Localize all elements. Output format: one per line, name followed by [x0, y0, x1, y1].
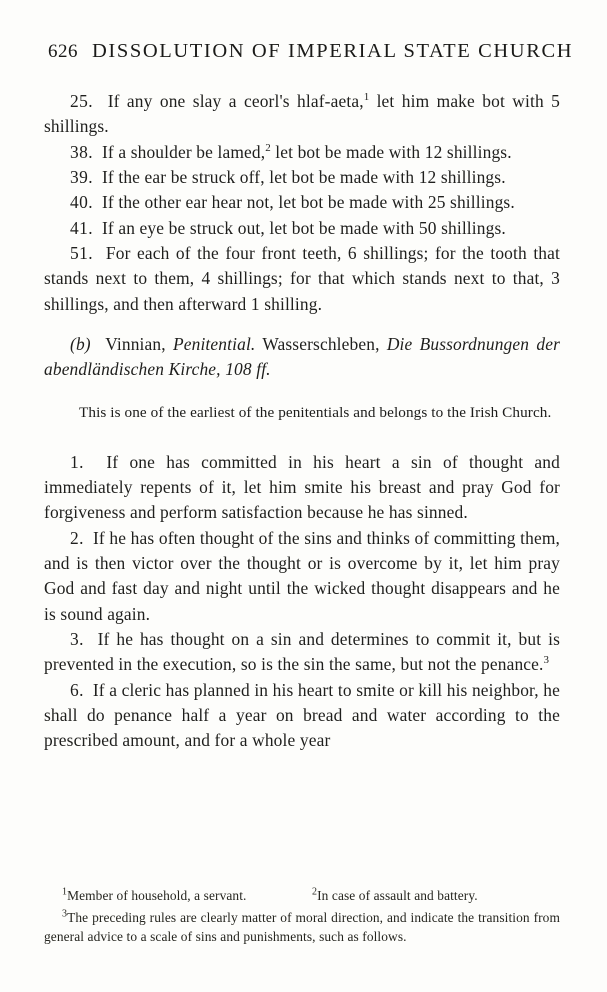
source-work: Penitential. — [172, 333, 256, 354]
law-text: If an eye be struck out, let bot be made with 50 shillings. — [101, 217, 506, 238]
canon-item — [44, 678, 560, 754]
footnote-marker: 2 — [265, 141, 271, 154]
law-text-rest: let bot be made with 12 shillings. — [270, 141, 512, 162]
law-item — [44, 165, 560, 190]
law-number: 51. — [70, 242, 93, 263]
canon-number: 2. — [70, 527, 84, 548]
law-item — [44, 190, 560, 215]
canon-list — [44, 450, 560, 754]
canon-number: 1. — [70, 451, 84, 472]
law-item — [44, 241, 560, 317]
canon-number: 3. — [70, 628, 84, 649]
law-item — [44, 89, 560, 140]
footnote-3 — [44, 908, 560, 946]
law-number: 40. — [70, 192, 93, 213]
law-number: 39. — [70, 166, 93, 187]
footnote-3-marker: 3 — [62, 908, 68, 920]
footnote-1-text: Member of household, a servant. — [67, 887, 247, 903]
page-number: 626 — [48, 41, 78, 62]
source-reference: 108 ff. — [225, 359, 271, 380]
source-editor: Wasserschleben, — [262, 333, 380, 354]
source-author: Vinnian, — [105, 333, 166, 354]
canon-text: If he has often thought of the sins and thinks of committing them, and is then victor over the thought or is overcome by it, let him pray God and fast day and night until the wicked thought disappears and he is sound again. — [44, 527, 561, 624]
law-text: If any one slay a ceorl's hlaf-aeta, — [107, 91, 364, 111]
law-text-rest: let him make bot with 5 shillings. — [44, 91, 561, 137]
footnote-1-marker: 1 — [62, 886, 68, 898]
law-number: 38. — [70, 141, 93, 162]
source-heading — [44, 332, 560, 383]
law-number: 41. — [70, 217, 93, 238]
law-text: For each of the four front teeth, 6 shillings; for the tooth that stands next to them, 4 shillings; for that which stands next to that, 3 shillings, and then afterward 1 shilling. — [44, 242, 560, 314]
law-item — [44, 216, 560, 241]
law-item — [44, 140, 560, 165]
footnote-marker: 1 — [363, 91, 370, 104]
editorial-note — [44, 402, 560, 423]
footnote-row — [44, 887, 560, 905]
law-text: If the ear be struck off, let bot be made with 12 shillings. — [101, 166, 506, 187]
page-header — [44, 40, 574, 63]
footnote-2 — [302, 887, 560, 905]
editorial-note-text: This is one of the earliest of the penitentials and belongs to the Irish Church. — [79, 404, 552, 422]
footnote-2-text: In case of assault and battery. — [317, 887, 478, 903]
footnote-1 — [44, 887, 302, 905]
law-list — [44, 89, 560, 317]
law-text: If the other ear hear not, let bot be made with 25 shillings. — [101, 192, 515, 213]
law-text: If a shoulder be lamed, — [101, 141, 266, 162]
canon-item — [44, 450, 560, 526]
source-label: (b) — [70, 333, 91, 354]
canon-text: If a cleric has planned in his heart to smite or kill his neighbor, he shall do penance half a year on bread and water according to the prescribed amount, and for a whole year — [44, 679, 560, 751]
running-head: DISSOLUTION OF IMPERIAL STATE CHURCH — [92, 40, 574, 62]
footnote-3-text: The preceding rules are clearly matter of moral direction, and indicate the transition from general advice to a scale of sins and punishments, such as follows. — [44, 909, 560, 944]
canon-text: If one has committed in his heart a sin of thought and immediately repents of it, let him smite his breast and pray God for forgiveness and perform satisfaction because he has sinned. — [44, 451, 560, 523]
canon-item — [44, 526, 560, 627]
canon-number: 6. — [70, 679, 84, 700]
canon-item — [44, 627, 560, 678]
footnote-marker: 3 — [543, 654, 550, 667]
footnotes-area — [44, 882, 560, 946]
canon-text: If he has thought on a sin and determines to commit it, but is prevented in the execution, so is the sin the same, but not the penance. — [44, 628, 560, 675]
source-title: Die Bussordnungen der abendländischen Kirche, — [44, 333, 560, 380]
law-number: 25. — [70, 91, 93, 111]
body-column — [44, 89, 560, 753]
footnote-2-marker: 2 — [312, 886, 318, 898]
